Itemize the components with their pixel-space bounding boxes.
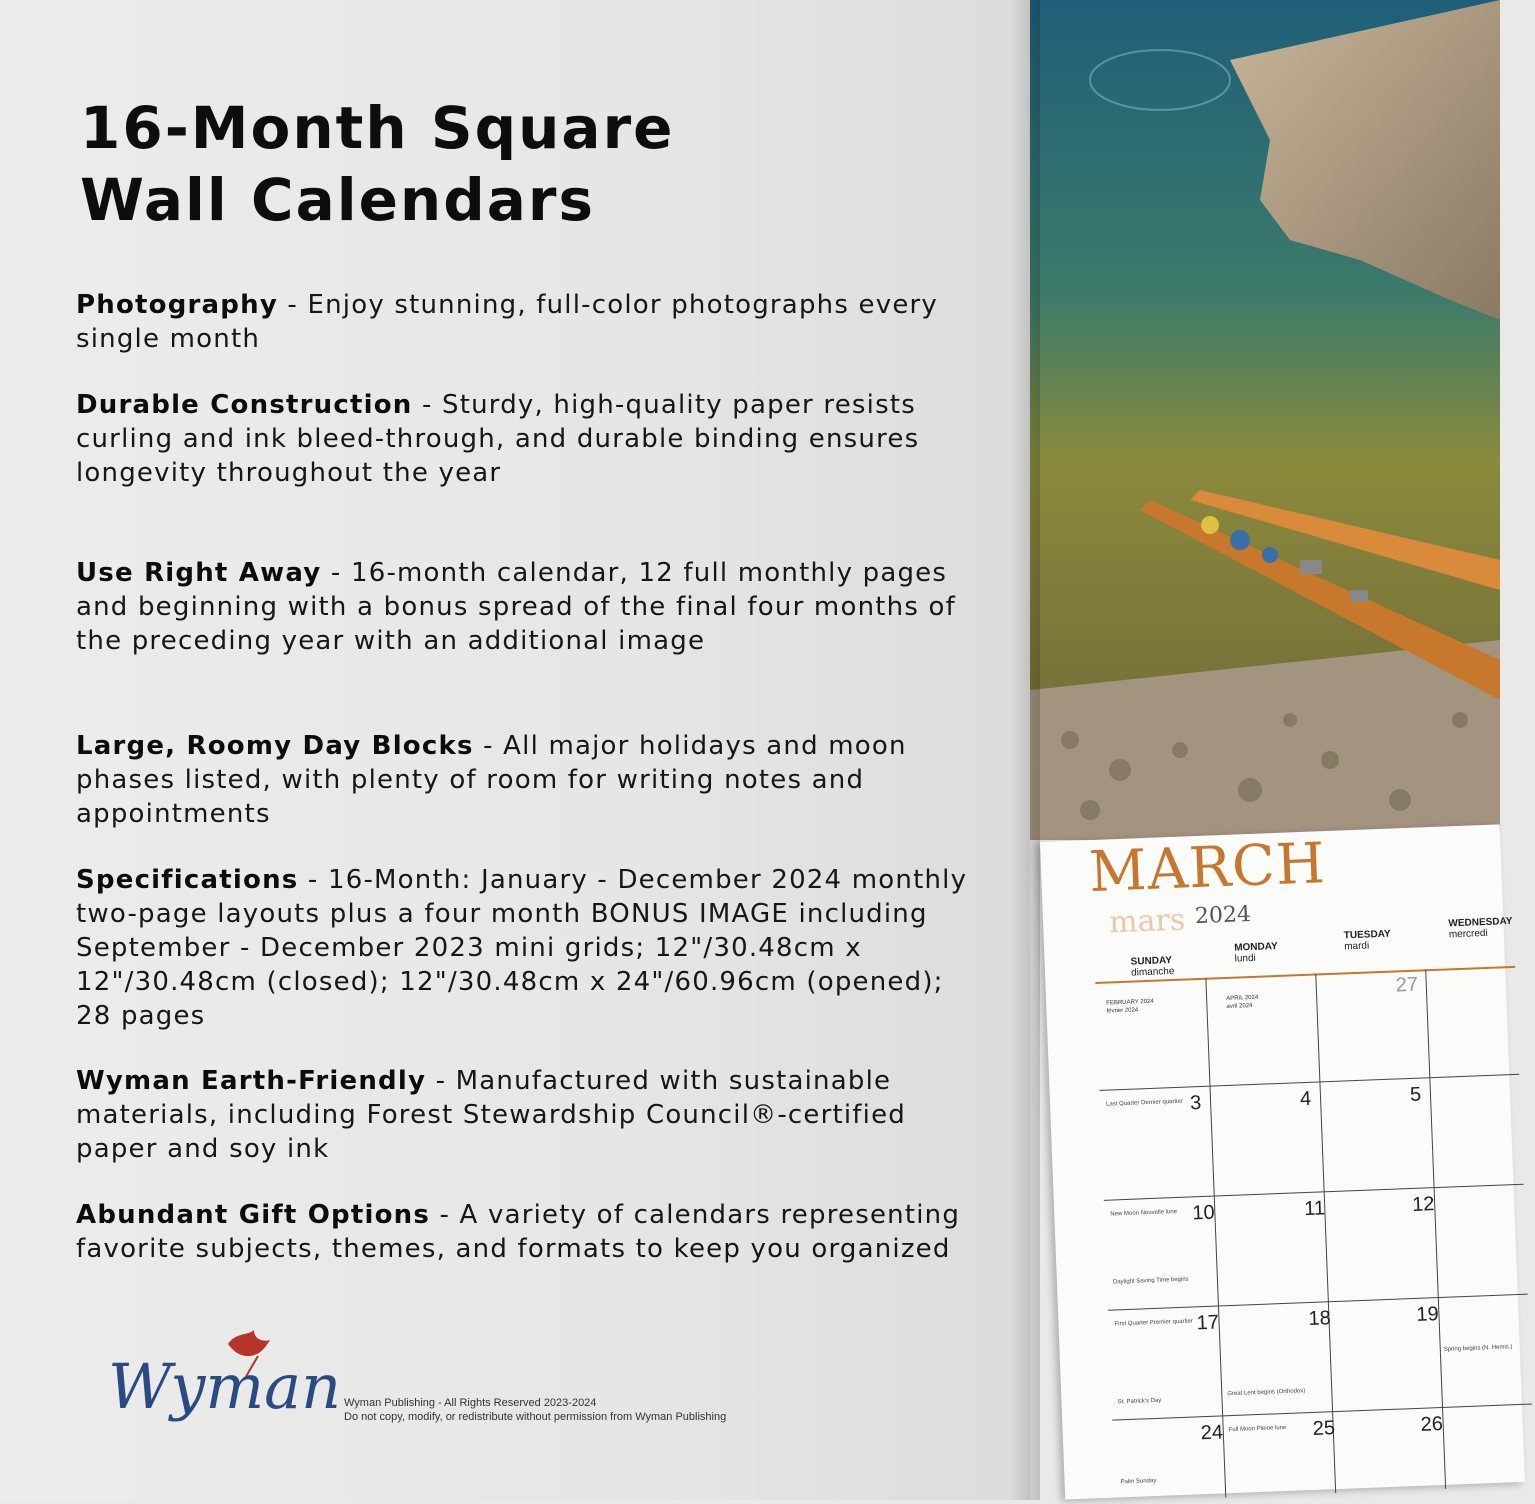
feature-text: - Manufactured with sustainable materials, including Forest Stewardship Council®-certified paper and soy ink: [76, 1066, 906, 1164]
grid-line: [1205, 978, 1226, 1498]
holiday-note: St. Patrick's Day: [1117, 1397, 1162, 1406]
wyman-logo: [108, 1322, 342, 1423]
feature-text: - All major holidays and moon phases listed, with plenty of room for writing notes and appointments: [76, 731, 907, 829]
feature-item: [76, 1198, 976, 1266]
feature-text: - 16-month calendar, 12 full monthly pages and beginning with a bonus spread of the final four months of the preceding year with an additional image: [76, 558, 956, 656]
month-name-fr: mars: [1108, 902, 1186, 941]
logo-wordmark: Wyman: [108, 1350, 342, 1423]
feature-item: [76, 1064, 976, 1166]
feature-item: [76, 863, 976, 1033]
date-cell: 12: [1411, 1193, 1435, 1216]
copyright-notice: [344, 1396, 726, 1424]
moon-note: Last Quarter Dernier quartier: [1106, 1098, 1183, 1108]
mini-calendar-feb: FEBRUARY 2024 février 2024: [1106, 998, 1154, 1015]
page-shadow: [1010, 0, 1040, 1500]
feature-heading: Wyman Earth-Friendly: [76, 1066, 427, 1096]
feature-item: [76, 288, 976, 356]
date-cell: 10: [1191, 1201, 1216, 1225]
title-line-1: 16-Month Square: [80, 94, 675, 162]
date-cell: 18: [1308, 1307, 1332, 1331]
feature-text: - 16-Month: January - December 2024 monthly two-page layouts plus a four month BONUS IMAGE including September - December 2023 mini grids; 12"/30.48cm x 12"/30.48cm (closed); 12"/30.48cm x 24"/60.96cm (opened); 28 pages: [76, 865, 968, 1031]
feature-heading: Abundant Gift Options: [76, 1200, 431, 1230]
title-line-2: Wall Calendars: [80, 166, 595, 234]
grid-line: [1425, 969, 1446, 1489]
lake-canoe-photo: [1030, 0, 1500, 840]
calendar-photo: [1030, 0, 1500, 840]
date-cell: 24: [1200, 1421, 1224, 1445]
feature-heading: Photography: [76, 290, 278, 320]
calendar-year: 2024: [1194, 901, 1252, 930]
feature-text: - Sturdy, high-quality paper resists curling and ink bleed-through, and durable binding ensures longevity throughout the year: [76, 390, 920, 488]
feature-item: [76, 388, 976, 490]
day-header: SUNDAY dimanche: [1130, 955, 1175, 979]
feature-heading: Use Right Away: [76, 558, 322, 588]
month-name: MARCH: [1087, 831, 1327, 906]
feature-heading: Durable Construction: [76, 390, 413, 420]
date-cell: 19: [1416, 1303, 1440, 1326]
holiday-note: Spring begins (N. Hemis.): [1443, 1344, 1513, 1353]
feature-item: [76, 556, 976, 658]
grid-line: [1315, 973, 1336, 1493]
feature-item: [76, 729, 976, 831]
page-title: [80, 92, 675, 236]
mini-calendar-apr: APRIL 2024 avril 2024: [1226, 994, 1259, 1010]
moon-note: First Quarter Premier quartier: [1114, 1318, 1193, 1328]
day-header: MONDAY lundi: [1234, 940, 1278, 965]
calendar-page: [1040, 824, 1525, 1499]
date-cell: 25: [1312, 1417, 1336, 1440]
date-cell: 26: [1420, 1412, 1444, 1436]
date-cell: 27: [1395, 973, 1419, 997]
moon-note: Full Moon Pleine lune: [1228, 1424, 1287, 1434]
day-header: WEDNESDAY mercredi: [1448, 915, 1513, 941]
date-cell: 4: [1299, 1087, 1312, 1111]
day-header: TUESDAY mardi: [1343, 928, 1391, 953]
date-cell: 11: [1303, 1197, 1326, 1221]
feature-heading: Large, Roomy Day Blocks: [76, 731, 474, 761]
feature-heading: Specifications: [76, 865, 299, 895]
date-cell: 5: [1409, 1083, 1422, 1106]
copyright-line-2: Do not copy, modify, or redistribute without permission from Wyman Publishing: [344, 1411, 727, 1423]
holiday-note: Great Lent begins (Orthodox): [1227, 1388, 1306, 1398]
copyright-line-1: Wyman Publishing - All Rights Reserved 2023-2024: [344, 1397, 597, 1409]
date-cell: 3: [1189, 1092, 1202, 1115]
holiday-note: Daylight Saving Time begins: [1112, 1276, 1189, 1286]
date-cell: 17: [1196, 1311, 1220, 1335]
holiday-note: Palm Sunday: [1120, 1478, 1157, 1486]
feature-text: - A variety of calendars representing favorite subjects, themes, and formats to keep you organized: [76, 1200, 961, 1264]
moon-note: New Moon Nouvelle lune: [1110, 1209, 1178, 1218]
feature-text: - Enjoy stunning, full-color photographs every single month: [76, 290, 938, 354]
